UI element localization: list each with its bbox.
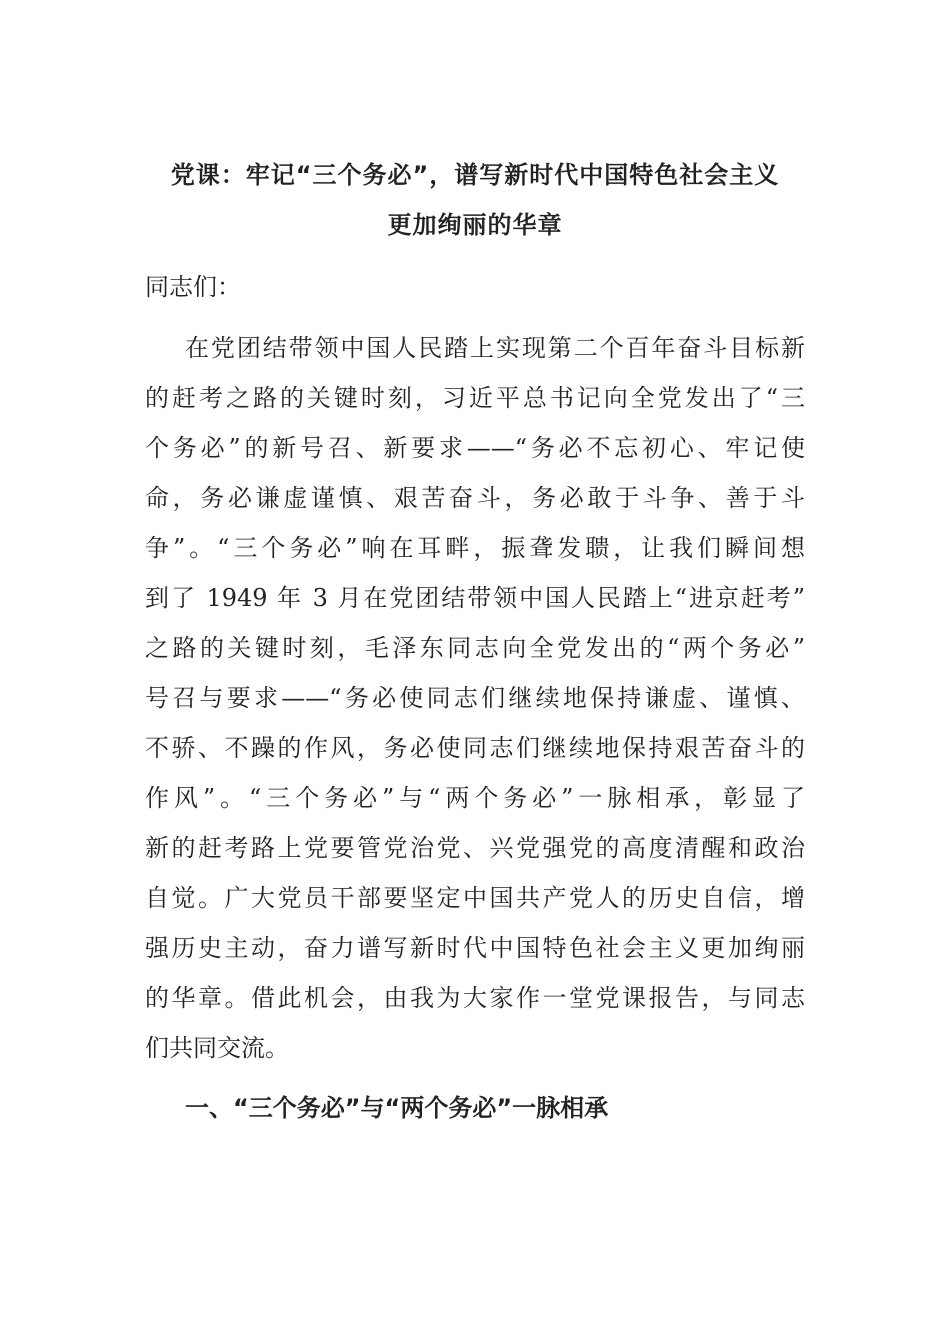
paragraph-line: 作风”。“三个务必”与“两个务必”一脉相承，彰显了 (145, 784, 805, 812)
paragraph-line: 到了 1949 年 3 月在党团结带领中国人民踏上“进京赶考” (145, 584, 805, 612)
paragraph-line: 在党团结带领中国人民踏上实现第二个百年奋斗目标新 (185, 334, 805, 362)
paragraph-line: 们共同交流。 (145, 1034, 289, 1062)
paragraph-line: 之路的关键时刻，毛泽东同志向全党发出的“两个务必” (145, 634, 805, 662)
section-heading: 一、“三个务必”与“两个务必”一脉相承 (185, 1094, 609, 1122)
paragraph-line: 强历史主动，奋力谱写新时代中国特色社会主义更加绚丽 (145, 934, 805, 962)
paragraph-line: 不骄、不躁的作风，务必使同志们继续地保持艰苦奋斗的 (145, 734, 805, 762)
paragraph-line: 争”。“三个务必”响在耳畔，振聋发聩，让我们瞬间想 (145, 534, 805, 562)
paragraph-line: 命，务必谦虚谨慎、艰苦奋斗，务必敢于斗争、善于斗 (145, 484, 805, 512)
paragraph-line: 个务必”的新号召、新要求——“务必不忘初心、牢记使 (145, 434, 805, 462)
paragraph-line: 号召与要求——“务必使同志们继续地保持谦虚、谨慎、 (145, 684, 805, 712)
title-line-2: 更加绚丽的华章 (387, 211, 563, 239)
title-line-1: 党课：牢记“三个务必”，谱写新时代中国特色社会主义 (170, 161, 780, 189)
greeting: 同志们： (145, 273, 241, 301)
document-title (145, 150, 805, 250)
paragraph-line: 新的赶考路上党要管党治党、兴党强党的高度清醒和政治 (145, 834, 805, 862)
paragraph-line: 的赶考之路的关键时刻，习近平总书记向全党发出了“三 (145, 384, 805, 412)
paragraph-line: 自觉。广大党员干部要坚定中国共产党人的历史自信，增 (145, 884, 805, 912)
paragraph-line: 的华章。借此机会，由我为大家作一堂党课报告，与同志 (145, 984, 805, 1012)
